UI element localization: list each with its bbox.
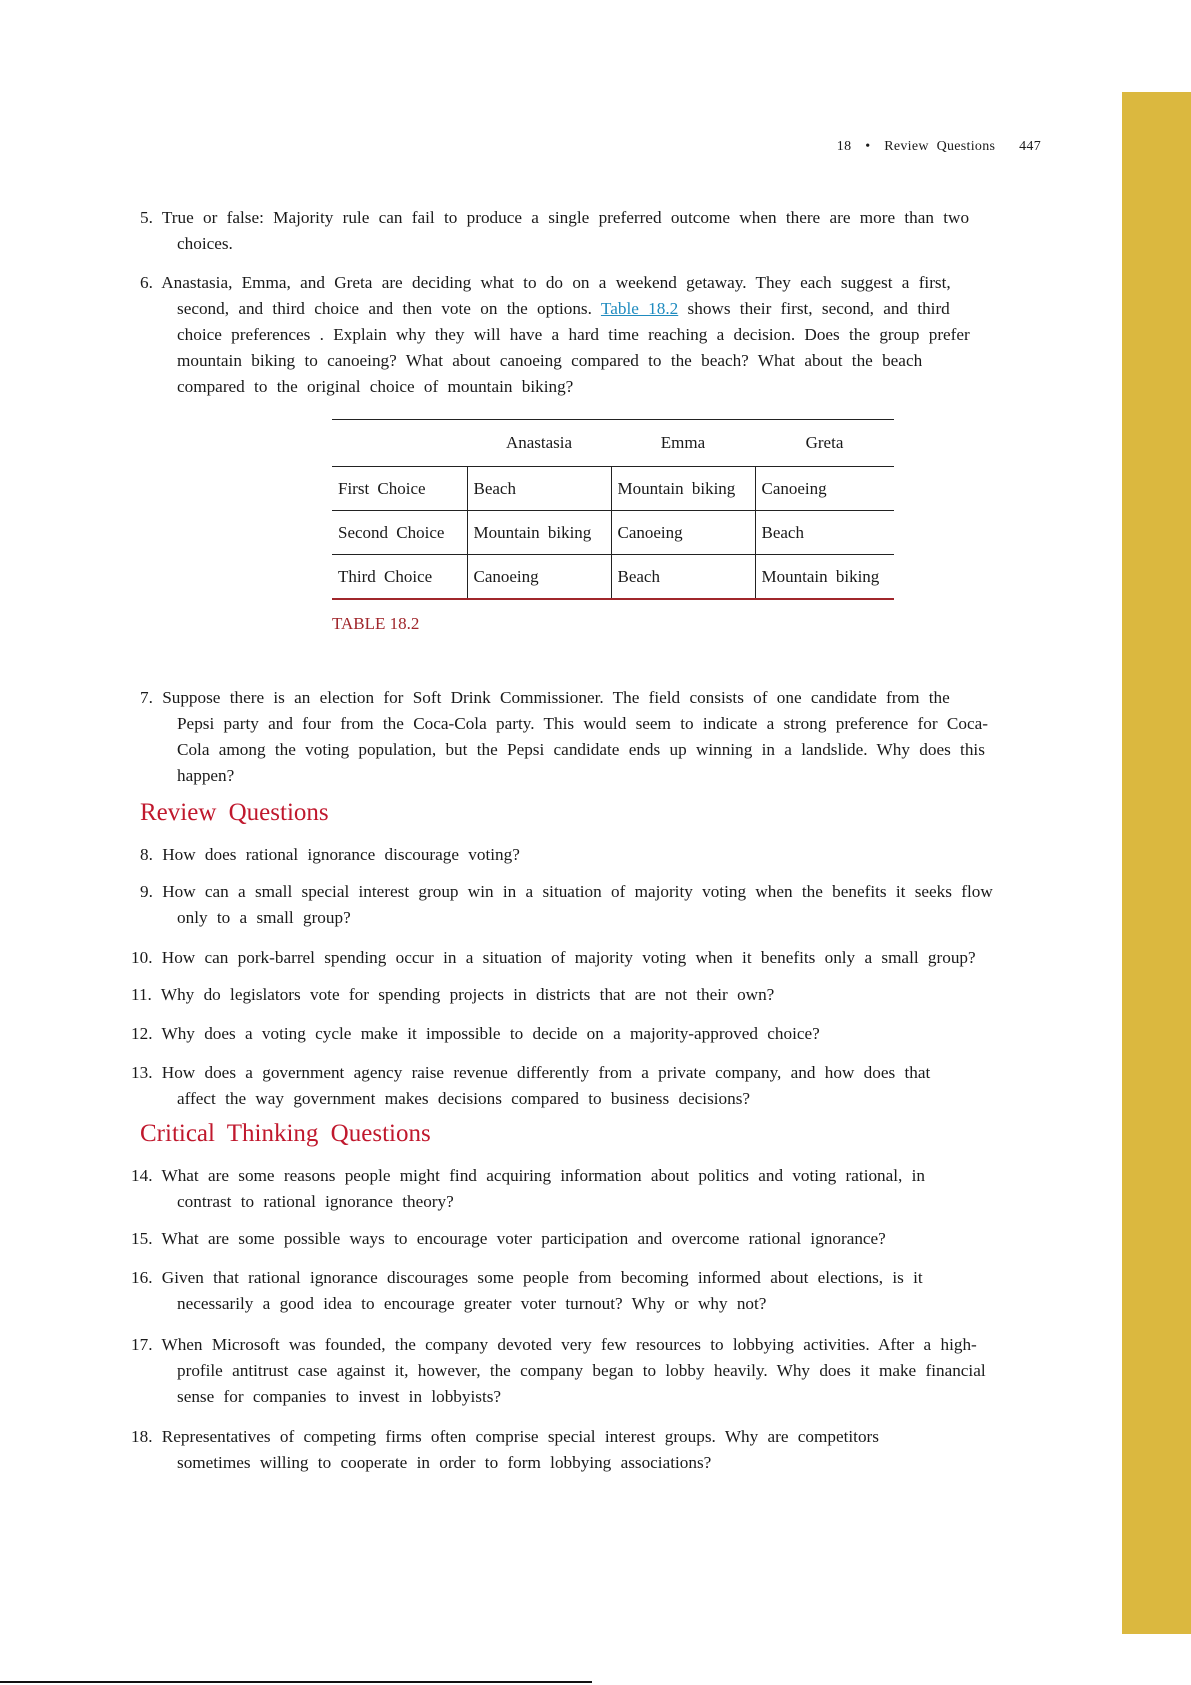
question-number: 17. — [131, 1335, 153, 1354]
question-text-cont: sense for companies to invest in lobbyists? — [177, 1387, 502, 1406]
question-text-cont: sometimes willing to cooperate in order to form lobbying associations? — [177, 1453, 712, 1472]
table-header-row — [332, 420, 894, 467]
question-number: 14. — [131, 1166, 153, 1185]
question-number: 18. — [131, 1427, 153, 1446]
running-header — [837, 139, 1041, 155]
footer-rule — [0, 1681, 592, 1683]
preference-table — [332, 419, 894, 600]
question-14 — [131, 1163, 981, 1215]
table-row — [332, 467, 894, 511]
table-header-cell: Greta — [755, 420, 894, 467]
question-text: Why does a voting cycle make it impossible to decide on a majority-approved choice? — [161, 1024, 820, 1043]
table-cell: Beach — [467, 467, 611, 511]
table-cell: Canoeing — [467, 555, 611, 600]
table-cell: Canoeing — [611, 511, 755, 555]
question-text-cont: mountain biking to canoeing? What about canoeing compared to the beach? What about the beach — [177, 351, 923, 370]
question-13 — [131, 1060, 981, 1112]
question-6 — [140, 270, 1010, 400]
question-text: True or false: Majority rule can fail to produce a single preferred outcome when there are more than two — [161, 208, 970, 227]
question-17 — [131, 1332, 1031, 1410]
question-number: 15. — [131, 1229, 153, 1248]
question-11 — [131, 982, 774, 1008]
question-number: 7. — [140, 688, 153, 707]
question-text-cont: choice preferences . Explain why they will have a hard time reaching a decision. Does the group prefer — [177, 325, 970, 344]
question-text: Representatives of competing firms often comprise special interest groups. Why are competitors — [161, 1427, 879, 1446]
question-text: second, and third choice and then vote on the options. — [177, 299, 592, 318]
question-number: 11. — [131, 985, 152, 1004]
question-number: 16. — [131, 1268, 153, 1287]
question-text: How does rational ignorance discourage voting? — [162, 845, 520, 864]
question-text: Why do legislators vote for spending projects in districts that are not their own? — [160, 985, 775, 1004]
question-number: 9. — [140, 882, 153, 901]
question-text: How can pork-barrel spending occur in a situation of majority voting when it benefits only a small group? — [161, 948, 976, 967]
row-label: Second Choice — [332, 511, 467, 555]
table-18-2-link[interactable]: Table 18.2 — [600, 299, 679, 318]
question-text-cont: Pepsi party and four from the Coca-Cola party. This would seem to indicate a strong preference for Coca- — [177, 714, 988, 733]
critical-thinking-heading: Critical Thinking Questions — [140, 1120, 431, 1147]
question-8 — [140, 842, 520, 868]
question-5 — [140, 205, 1028, 257]
question-text: Suppose there is an election for Soft Drink Commissioner. The field consists of one candidate from the — [162, 688, 950, 707]
table-cell: Beach — [755, 511, 894, 555]
question-text-cont: affect the way government makes decisions compared to business decisions? — [177, 1089, 751, 1108]
table-cell: Mountain biking — [755, 555, 894, 600]
page-number: 447 — [1019, 139, 1041, 154]
question-text-cont: necessarily a good idea to encourage greater voter turnout? Why or why not? — [177, 1294, 767, 1313]
question-text-cont: only to a small group? — [177, 908, 351, 927]
question-text: Anastasia, Emma, and Greta are deciding what to do on a weekend getaway. They each suggest a first, — [161, 273, 951, 292]
question-text: When Microsoft was founded, the company devoted very few resources to lobbying activities. After a high- — [161, 1335, 977, 1354]
question-text: What are some possible ways to encourage voter participation and overcome rational ignorance? — [161, 1229, 886, 1248]
question-7 — [140, 685, 1030, 789]
question-10 — [131, 945, 976, 971]
table-cell: Mountain biking — [611, 467, 755, 511]
row-label: Third Choice — [332, 555, 467, 600]
question-16 — [131, 1265, 981, 1317]
table-header-cell: Anastasia — [467, 420, 611, 467]
table-header-cell: Emma — [611, 420, 755, 467]
review-questions-heading: Review Questions — [140, 799, 329, 826]
question-text-cont — [140, 296, 1010, 322]
question-text-cont: profile antitrust case against it, however, the company began to lobby heavily. Why does it make financial — [177, 1361, 986, 1380]
question-text: Given that rational ignorance discourages some people from becoming informed about elections, is it — [161, 1268, 923, 1287]
question-text-cont: Cola among the voting population, but the Pepsi candidate ends up winning in a landslide. Why does this — [177, 740, 985, 759]
question-number: 8. — [140, 845, 153, 864]
question-15 — [131, 1226, 886, 1252]
question-number: 13. — [131, 1063, 153, 1082]
table-row — [332, 511, 894, 555]
question-text: What are some reasons people might find acquiring information about politics and voting rational, in — [161, 1166, 926, 1185]
question-text-cont: compared to the original choice of mountain biking? — [177, 377, 574, 396]
question-number: 10. — [131, 948, 153, 967]
question-18 — [131, 1424, 931, 1476]
row-label: First Choice — [332, 467, 467, 511]
table-cell: Canoeing — [755, 467, 894, 511]
question-number: 12. — [131, 1024, 153, 1043]
question-text: shows their first, second, and third — [687, 299, 950, 318]
decorative-side-bar — [1122, 92, 1191, 1634]
section-name: Review Questions — [884, 139, 996, 154]
question-text-cont: choices. — [177, 234, 233, 253]
question-9 — [140, 879, 1052, 931]
question-text: How can a small special interest group win in a situation of majority voting when the benefits it seeks flow — [162, 882, 993, 901]
table-row — [332, 555, 894, 600]
table-cell: Beach — [611, 555, 755, 600]
question-number: 6. — [140, 273, 153, 292]
bullet-separator: • — [865, 139, 871, 154]
table-header-cell — [332, 420, 467, 467]
chapter-number: 18 — [836, 139, 852, 154]
question-text: How does a government agency raise revenue differently from a private company, and how does that — [161, 1063, 931, 1082]
question-text-cont: happen? — [177, 766, 235, 785]
question-12 — [131, 1021, 820, 1047]
question-text-cont: contrast to rational ignorance theory? — [177, 1192, 454, 1211]
table-caption: TABLE 18.2 — [332, 614, 420, 633]
question-number: 5. — [140, 208, 153, 227]
table-cell: Mountain biking — [467, 511, 611, 555]
